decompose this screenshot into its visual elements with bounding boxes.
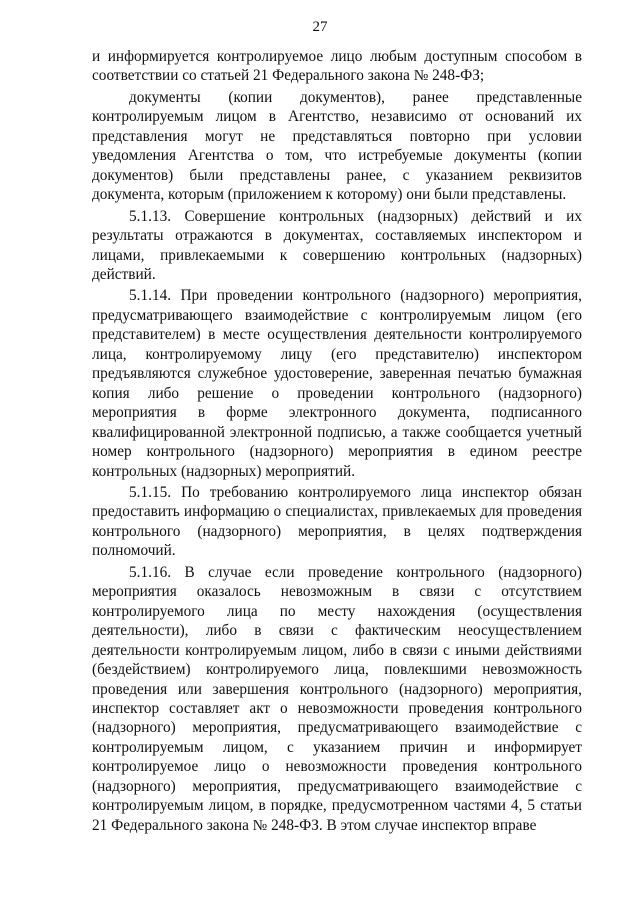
paragraph-5-1-14: 5.1.14. При проведении контрольного (надзорного) мероприятия, предусматривающего взаимодействие с контролируемым лицом (его представителем) в месте осуществления деятельности контролируемого лица, контролируемому лицу (его представителю) инспектором предъявляются служебное удостоверение, заверенная печатью бумажная копия либо решение о проведении контрольного (надзорного) мероприятия в форме электронного документа, подписанного квалифицированной электронной подписью, а также сообщается учетный номер контрольного (надзорного) мероприятия в едином реестре контрольных (надзорных) мероприятий. [92, 287, 582, 480]
document-body [92, 47, 582, 835]
page-number: 27 [312, 19, 328, 35]
paragraph-5-1-15: 5.1.15. По требованию контролируемого лица инспектор обязан предоставить информацию о специалистах, привлекаемых для проведения контрольного (надзорного) мероприятия, в целях подтверждения полномочий. [92, 483, 582, 560]
paragraph-documents: документы (копии документов), ранее представленные контролируемым лицом в Агентство, независимо от оснований их представления могут не представляться повторно при условии уведомления Агентства о том, что истребуемые документы (копии документов) были представлены ранее, с указанием реквизитов документа, которым (приложением к которому) они были представлены. [92, 88, 582, 204]
paragraph-5-1-16: 5.1.16. В случае если проведение контрольного (надзорного) мероприятия оказалось невозможным в связи с отсутствием контролируемого лица по месту нахождения (осуществления деятельности), либо в связи с фактическим неосуществлением деятельности контролируемым лицом, либо в связи с иными действиями (бездействием) контролируемого лица, повлекшими невозможность проведения или завершения контрольного (надзорного) мероприятия, инспектор составляет акт о невозможности проведения контрольного (надзорного) мероприятия, предусматривающего взаимодействие с контролируемым лицом, с указанием причин и информирует контролируемое лицо о невозможности проведения контрольного (надзорного) мероприятия, предусматривающего взаимодействие с контролируемым лицом, в порядке, предусмотренном частями 4, 5 статьи 21 Федерального закона № 248-ФЗ. В этом случае инспектор вправе [92, 563, 582, 834]
paragraph-5-1-13: 5.1.13. Совершение контрольных (надзорных) действий и их результаты отражаются в документах, составляемых инспектором и лицами, привлекаемыми к совершению контрольных (надзорных) действий. [92, 207, 582, 283]
paragraph-continuation: и информируется контролируемое лицо любым доступным способом в соответствии со статьей 21 Федерального закона № 248-ФЗ; [92, 48, 582, 85]
